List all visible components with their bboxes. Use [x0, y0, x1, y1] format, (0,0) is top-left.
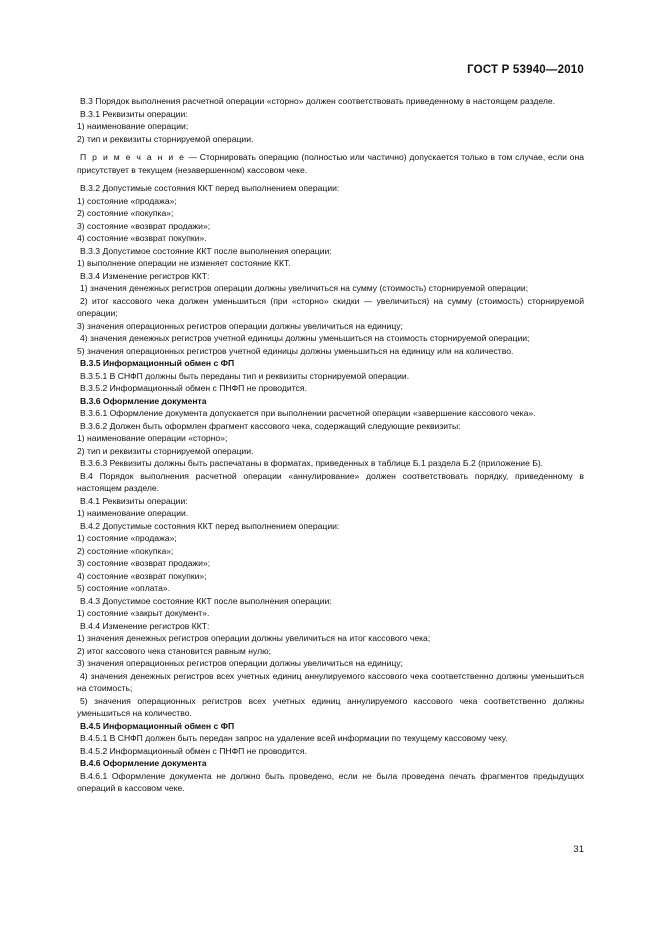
list-item: 3) значения операционных регистров операции должны увеличиться на единицу; — [77, 320, 403, 331]
list-item: 2) тип и реквизиты сторнируемой операции. — [77, 445, 254, 456]
subsection-heading: В.4.1 Реквизиты операции: — [80, 495, 188, 506]
list-item: 3) значения операционных регистров операции должны увеличиться на единицу; — [77, 658, 403, 668]
list-item: 4) состояние «возврат покупки». — [77, 233, 207, 243]
section-paragraph: В.3 Порядок выполнения расчетной операции «сторно» должен соответствовать приведенному в настоящем разделе. — [80, 96, 556, 106]
subsection-heading: В.3.4 Изменение регистров ККТ: — [80, 270, 210, 281]
clause-paragraph: В.4.5.2 Информационный обмен с ПНФП не проводится. — [80, 745, 307, 756]
list-item: 5) состояние «оплата». — [77, 583, 171, 593]
list-item: 4) состояние «возврат покупки»; — [77, 570, 207, 581]
clause-paragraph: В.3.6.1 Оформление документа допускается при выполнении расчетной операции «завершение кассового чека». — [80, 408, 536, 418]
subsection-heading: В.4.4 Изменение регистров ККТ: — [80, 620, 210, 631]
note-text: — Сторнировать операцию (полностью или частично) допускается только в том случае, если она присутствует в текущем (незавершенном) кассовом чеке. — [77, 152, 584, 175]
subsection-heading: В.3.2 Допустимые состояния ККТ перед выполнением операции: — [80, 183, 340, 193]
subsection-heading-bold: В.4.6 Оформление документа — [80, 758, 207, 768]
list-item: 1) значения денежных регистров операции должны увеличиться на итог кассового чека; — [77, 633, 431, 643]
list-item: 1) выполнение операции не изменяет состояние ККТ. — [77, 258, 291, 268]
subsection-heading-bold: В.4.5 Информационный обмен с ФП — [80, 720, 235, 731]
list-item: 1) состояние «продажа»; — [77, 195, 177, 206]
section-paragraph: В.4 Порядок выполнения расчетной операции «аннулирование» должен соответствовать порядку, приведенному в настоящем разделе. — [77, 470, 584, 493]
clause-paragraph: В.4.6.1 Оформление документа не должно быть проведено, если не была проведена печать фрагментов предыдущих операций в кассовом чеке. — [77, 770, 584, 793]
subsection-heading: В.3.1 Реквизиты операции: — [80, 108, 188, 119]
list-item: 2) состояние «покупка»; — [77, 208, 174, 218]
clause-paragraph: В.3.5.2 Информационный обмен с ПНФП не проводится. — [80, 383, 307, 393]
subsection-heading: В.3.3 Допустимое состояние ККТ после выполнения операции: — [80, 245, 332, 256]
list-item: 1) состояние «закрыт документ». — [77, 608, 210, 618]
list-item: 3) состояние «возврат продажи»; — [77, 220, 211, 231]
clause-paragraph: В.3.5.1 В СНФП должны быть переданы тип и реквизиты сторнируемой операции. — [80, 370, 410, 381]
document-body — [77, 95, 584, 795]
subsection-heading-bold: В.3.5 Информационный обмен с ФП — [80, 358, 235, 368]
list-item: 1) наименование операции «сторно»; — [77, 433, 228, 443]
list-item: 2) тип и реквизиты сторнируемой операции. — [77, 133, 254, 144]
standard-id: ГОСТ Р 53940—2010 — [467, 64, 584, 76]
list-item: 2) состояние «покупка»; — [77, 545, 174, 556]
subsection-heading: В.4.2 Допустимые состояния ККТ перед выполнением операции: — [80, 520, 340, 531]
list-item: 1) состояние «продажа»; — [77, 533, 177, 543]
list-item: 5) значения операционных регистров учетной единицы должны уменьшиться на единицу или на количество. — [77, 345, 514, 356]
clause-paragraph: В.4.5.1 В СНФП должен быть передан запрос на удаление всей информации по текущему кассовому чеку. — [80, 733, 508, 743]
list-item: 4) значения денежных регистров всех учетных единиц аннулируемого кассового чека соответственно должны уменьшиться на стоимость; — [77, 670, 584, 693]
list-item: 5) значения операционных регистров всех учетных единиц аннулируемого кассового чека соответственно должны уменьшиться на количество. — [77, 695, 584, 718]
note-label: П р и м е ч а н и е — [80, 152, 186, 162]
list-item: 2) итог кассового чека становится равным нулю; — [77, 645, 271, 656]
list-item: 3) состояние «возврат продажи»; — [77, 558, 211, 568]
page-number: 31 — [573, 844, 584, 855]
clause-paragraph: В.3.6.3 Реквизиты должны быть распечатаны в форматах, приведенных в таблице Б.1 раздела Б.2 (приложение Б). — [80, 458, 544, 468]
subsection-heading: В.4.3 Допустимое состояние ККТ после выполнения операции: — [80, 595, 332, 606]
list-item: 2) итог кассового чека должен уменьшиться (при «сторно» скидки — увеличиться) на сумму (стоимость) сторнируемой операции; — [77, 295, 584, 318]
note-paragraph — [77, 151, 584, 176]
list-item: 1) значения денежных регистров операции должны увеличиться на сумму (стоимость) сторнируемой операции; — [80, 283, 529, 293]
list-item: 1) наименование операции. — [77, 508, 189, 518]
subsection-heading-bold: В.3.6 Оформление документа — [80, 395, 207, 406]
list-item: 1) наименование операции; — [77, 121, 189, 131]
clause-paragraph: В.3.6.2 Должен быть оформлен фрагмент кассового чека, содержащий следующие реквизиты: — [80, 420, 461, 431]
list-item: 4) значения денежных регистров учетной единицы должны уменьшиться на стоимость сторнируемой операции; — [80, 333, 530, 343]
